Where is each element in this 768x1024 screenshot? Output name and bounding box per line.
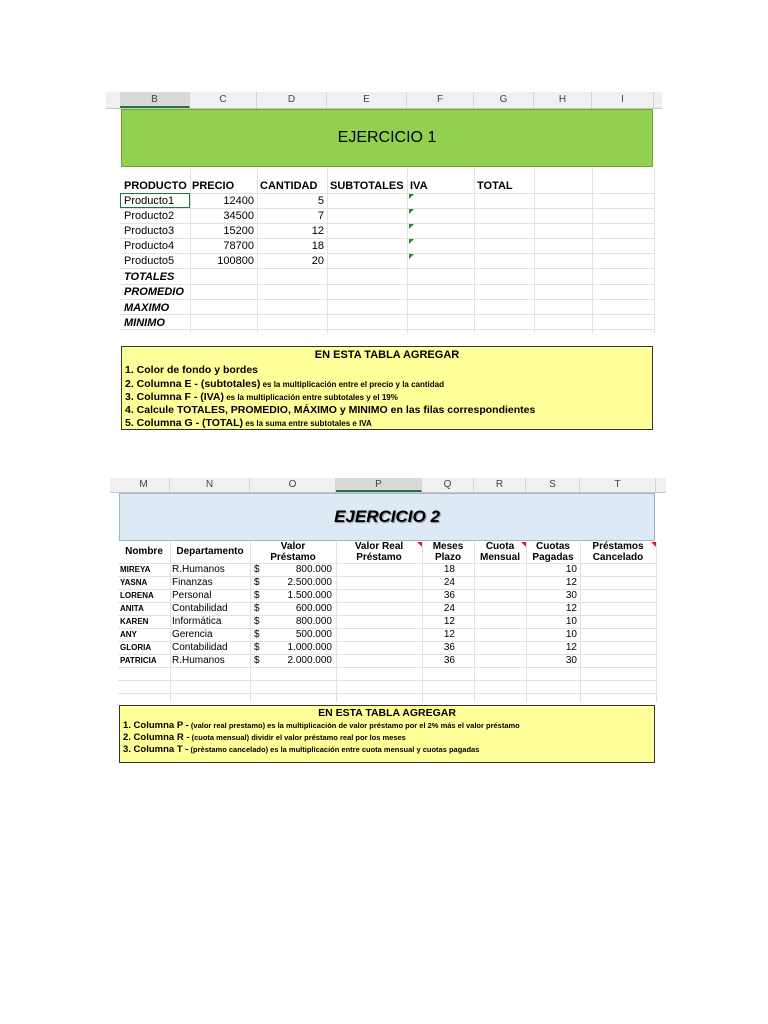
instruction-main: 4. Calcule TOTALES, PROMEDIO, MÁXIMO y MINIMO en las filas correspondientes: [125, 404, 536, 416]
instruction-main: 1. Columna P -: [123, 720, 189, 731]
column-header-o[interactable]: O: [250, 478, 336, 492]
header-total: TOTAL: [477, 180, 513, 192]
cell-departamento[interactable]: Gerencia: [172, 629, 213, 640]
cell-nombre[interactable]: MIREYA: [120, 565, 151, 574]
cell-cuotas-pagadas[interactable]: 10: [565, 564, 577, 575]
cell-valor-prestamo[interactable]: 800.000: [295, 616, 332, 627]
cell-currency: $: [254, 577, 260, 588]
cell-meses-plazo[interactable]: 36: [443, 642, 455, 653]
cell-nombre[interactable]: ANY: [120, 630, 137, 639]
cell-currency: $: [254, 629, 260, 640]
instruction-item: [123, 720, 520, 731]
header-precio: PRECIO: [192, 180, 235, 192]
cell-producto[interactable]: Producto3: [124, 225, 175, 237]
column-header-row: [106, 92, 662, 109]
column-header-d[interactable]: D: [257, 92, 327, 108]
column-header-g[interactable]: G: [474, 92, 534, 108]
ejercicio-1-title: EJERCICIO 1: [121, 109, 653, 167]
column-header-t[interactable]: T: [580, 478, 656, 492]
cell-currency: $: [254, 590, 260, 601]
cell-currency: $: [254, 655, 260, 666]
cell-valor-prestamo[interactable]: 800.000: [295, 564, 332, 575]
column-header-r[interactable]: R: [474, 478, 526, 492]
cell-currency: $: [254, 642, 260, 653]
instruction-detail: es la suma entre subtotales e IVA: [243, 419, 372, 428]
instruction-main: 3. Columna F - (IVA): [125, 391, 224, 403]
cell-valor-prestamo[interactable]: 1.000.000: [287, 642, 332, 653]
column-header-i[interactable]: I: [592, 92, 654, 108]
instructions-title: EN ESTA TABLA AGREGAR: [318, 707, 456, 719]
header-iva: IVA: [410, 180, 428, 192]
column-header-m[interactable]: M: [118, 478, 170, 492]
cell-meses-plazo[interactable]: 12: [443, 629, 455, 640]
cell-producto[interactable]: Producto2: [124, 210, 175, 222]
cell-departamento[interactable]: Contabilidad: [172, 642, 228, 653]
cell-precio[interactable]: 12400: [223, 195, 254, 207]
label-minimo: MINIMO: [124, 317, 165, 329]
cell-cuotas-pagadas[interactable]: 10: [565, 629, 577, 640]
cell-nombre[interactable]: ANITA: [120, 604, 144, 613]
cell-departamento[interactable]: Finanzas: [172, 577, 213, 588]
cell-valor-prestamo[interactable]: 2.000.000: [287, 655, 332, 666]
column-header-n[interactable]: N: [170, 478, 250, 492]
cell-valor-prestamo[interactable]: 500.000: [295, 629, 332, 640]
formula-error-indicator[interactable]: [409, 209, 414, 214]
cell-departamento[interactable]: R.Humanos: [172, 655, 225, 666]
cell-valor-prestamo[interactable]: 600.000: [295, 603, 332, 614]
cell-precio[interactable]: 100800: [217, 255, 254, 267]
cell-precio[interactable]: 34500: [223, 210, 254, 222]
instruction-main: 2. Columna R -: [123, 732, 190, 743]
header-nombre: Nombre: [125, 546, 163, 557]
cell-departamento[interactable]: Contabilidad: [172, 603, 228, 614]
cell-cuotas-pagadas[interactable]: 10: [565, 616, 577, 627]
cell-cuotas-pagadas[interactable]: 12: [565, 577, 577, 588]
instruction-detail: (cuota mensual) dividir el valor préstamo real por los meses: [189, 733, 406, 742]
cell-departamento[interactable]: Personal: [172, 590, 212, 601]
instruction-detail: (prèstamo cancelado) es la multiplicación entre cuota mensual y cuotas pagadas: [188, 745, 480, 754]
cell-cantidad[interactable]: 12: [311, 225, 324, 237]
instruction-item: [125, 364, 258, 376]
cell-cuotas-pagadas[interactable]: 12: [565, 642, 577, 653]
cell-departamento[interactable]: R.Humanos: [172, 564, 225, 575]
formula-error-indicator[interactable]: [409, 254, 414, 259]
cell-meses-plazo[interactable]: 36: [443, 590, 455, 601]
cell-meses-plazo[interactable]: 24: [443, 603, 455, 614]
cell-valor-prestamo[interactable]: 1.500.000: [287, 590, 332, 601]
comment-indicator[interactable]: [521, 542, 526, 547]
header-meses-plazo: Meses Plazo: [432, 541, 464, 563]
header-departamento: Departamento: [176, 546, 244, 557]
instruction-item: [125, 404, 535, 416]
instructions-box-2: [119, 705, 655, 763]
label-maximo: MAXIMO: [124, 302, 170, 314]
header-cuotas-pagadas: Cuotas Pagadas: [532, 541, 574, 563]
cell-nombre[interactable]: GLORIA: [120, 643, 152, 652]
instruction-main: 2. Columna E - (subtotales): [125, 378, 261, 390]
column-header-f[interactable]: F: [407, 92, 474, 108]
cell-meses-plazo[interactable]: 18: [443, 564, 455, 575]
instruction-item: [123, 732, 406, 743]
cell-nombre[interactable]: KAREN: [120, 617, 149, 626]
header-valor-real-prestamo: Valor Real Préstamo: [354, 541, 404, 563]
column-header-h[interactable]: H: [534, 92, 592, 108]
formula-error-indicator[interactable]: [409, 239, 414, 244]
cell-cuotas-pagadas[interactable]: 30: [565, 590, 577, 601]
cell-cantidad[interactable]: 5: [317, 195, 324, 207]
instruction-item: [125, 391, 398, 403]
cell-cantidad[interactable]: 7: [317, 210, 324, 222]
ejercicio-2-title: [119, 493, 655, 541]
instruction-item: [125, 378, 444, 390]
instruction-item: [123, 744, 479, 755]
cell-cantidad[interactable]: 20: [311, 255, 324, 267]
cell-currency: $: [254, 564, 260, 575]
column-header-q[interactable]: Q: [422, 478, 474, 492]
cell-meses-plazo[interactable]: 12: [443, 616, 455, 627]
label-promedio: PROMEDIO: [124, 286, 184, 298]
cell-producto[interactable]: Producto4: [124, 240, 175, 252]
instruction-main: 3. Columna T -: [123, 744, 189, 755]
column-header-row: [110, 478, 666, 493]
cell-cuotas-pagadas[interactable]: 30: [565, 655, 577, 666]
cell-nombre[interactable]: PATRICIA: [120, 656, 157, 665]
cell-currency: $: [254, 603, 260, 614]
comment-indicator[interactable]: [651, 542, 656, 547]
column-header-e[interactable]: E: [327, 92, 407, 108]
header-cuota-mensual: Cuota Mensual: [479, 541, 520, 563]
cell-cuotas-pagadas[interactable]: 12: [565, 603, 577, 614]
instructions-box-1: [121, 346, 653, 430]
column-header-p[interactable]: P: [336, 478, 422, 492]
instructions-title: EN ESTA TABLA AGREGAR: [314, 349, 460, 361]
cell-valor-prestamo[interactable]: 2.500.000: [287, 577, 332, 588]
cell-nombre[interactable]: YASNA: [120, 578, 148, 587]
sheet-ejercicio-1: [106, 92, 662, 438]
sheet-ejercicio-2: [110, 478, 666, 770]
cell-precio[interactable]: 78700: [223, 240, 254, 252]
header-valor-prestamo: Valor Préstamo: [270, 541, 316, 563]
cell-departamento[interactable]: Informática: [172, 616, 222, 627]
column-header-b[interactable]: B: [120, 92, 190, 108]
instruction-detail: (valor real prestamo) es la multiplicación de valor préstamo por el 2% más el valor préstamo: [188, 721, 520, 730]
cell-precio[interactable]: 15200: [223, 225, 254, 237]
instruction-detail: es la multiplicación entre el precio y la cantidad: [260, 380, 444, 389]
cell-nombre[interactable]: LORENA: [120, 591, 154, 600]
cell-producto[interactable]: Producto1: [124, 195, 175, 207]
instruction-detail: es la multiplicación entre subtotales y el 19%: [223, 393, 398, 402]
cell-currency: $: [254, 616, 260, 627]
cell-meses-plazo[interactable]: 24: [443, 577, 455, 588]
cell-cantidad[interactable]: 18: [311, 240, 324, 252]
ejercicio-2-title-text: EJERCICIO 2: [334, 507, 440, 526]
comment-indicator[interactable]: [417, 542, 422, 547]
column-header-c[interactable]: C: [190, 92, 257, 108]
header-producto: PRODUCTO: [124, 180, 187, 192]
header-prestamos-cancelado: Préstamos Cancelado: [592, 541, 644, 563]
formula-error-indicator[interactable]: [409, 224, 414, 229]
formula-error-indicator[interactable]: [409, 194, 414, 199]
label-totales: TOTALES: [124, 271, 175, 283]
cell-producto[interactable]: Producto5: [124, 255, 175, 267]
cell-meses-plazo[interactable]: 36: [443, 655, 455, 666]
header-subtotales: SUBTOTALES: [330, 180, 404, 192]
instruction-item: [125, 417, 372, 429]
header-cantidad: CANTIDAD: [260, 180, 318, 192]
instruction-main: 1. Color de fondo y bordes: [125, 364, 259, 376]
instruction-main: 5. Columna G - (TOTAL): [125, 417, 244, 429]
column-header-s[interactable]: S: [526, 478, 580, 492]
